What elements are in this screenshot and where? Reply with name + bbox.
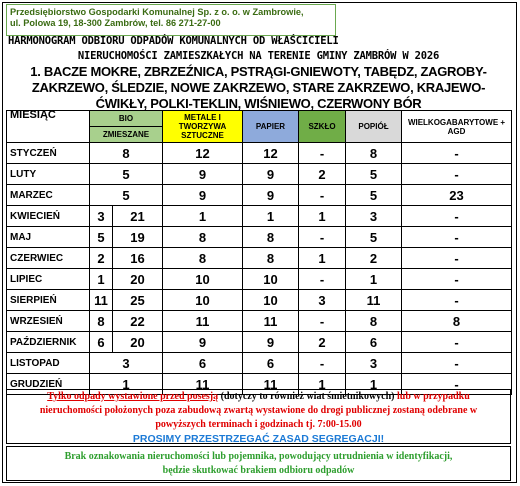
table-row [7, 206, 512, 227]
glass-header: SZKŁO [299, 111, 346, 143]
paper-header: PAPIER [243, 111, 299, 143]
month-cell: LISTOPAD [7, 353, 90, 374]
glass-cell: - [299, 311, 346, 332]
schedule-title [6, 34, 511, 64]
bulky-cell: - [402, 374, 512, 395]
company-address: ul. Polowa 19, 18-300 Zambrów, tel. 86 271-27-00 [10, 18, 221, 28]
ash-cell: 1 [346, 374, 402, 395]
ash-cell: 8 [346, 311, 402, 332]
table-row [7, 143, 512, 164]
paper-cell: 1 [243, 206, 299, 227]
bulky-header: WIELKOGABARYTOWE + AGD [402, 111, 512, 143]
rule-red-2: lub w przypadku nieruchomości położonych poza zabudową zwartą wystawione do drogi publicznej zostaną odebrane w powyższych terminach i godzinach tj. 7:00-15.00 [39, 391, 478, 430]
company-name: Przedsiębiorstwo Gospodarki Komunalnej Sp. z o. o. w Zambrowie, [10, 7, 304, 17]
metal-cell: 8 [163, 227, 243, 248]
bulky-cell: - [402, 332, 512, 353]
bio-cell: 2 [90, 248, 113, 269]
mixed-cell: 1 [90, 374, 163, 395]
bulky-cell: - [402, 227, 512, 248]
glass-cell: 1 [299, 248, 346, 269]
bio-cell: 3 [90, 206, 113, 227]
paper-cell: 9 [243, 185, 299, 206]
ash-cell: 3 [346, 353, 402, 374]
bio-cell: 5 [90, 227, 113, 248]
mixed-cell: 21 [113, 206, 163, 227]
table-row [7, 332, 512, 353]
area-list [6, 64, 511, 112]
paper-cell: 6 [243, 353, 299, 374]
area-line-1: 1. BACZE MOKRE, ZBRZEŹNICA, PSTRĄGI-GNIEWOTY, TABĘDZ, ZAGROBY- [30, 64, 487, 79]
month-cell: SIERPIEŃ [7, 290, 90, 311]
bulky-cell: - [402, 248, 512, 269]
bulky-cell: 8 [402, 311, 512, 332]
header-row-1 [7, 111, 512, 127]
mixed-cell: 8 [90, 143, 163, 164]
company-box [6, 4, 336, 36]
table-row [7, 290, 512, 311]
table-row [7, 353, 512, 374]
month-cell: KWIECIEŃ [7, 206, 90, 227]
glass-cell: 1 [299, 374, 346, 395]
metal-cell: 11 [163, 311, 243, 332]
table-row [7, 185, 512, 206]
paper-cell: 11 [243, 311, 299, 332]
bulky-cell: - [402, 290, 512, 311]
labeling-notice [6, 446, 511, 481]
rule-red-1: Tylko odpady wystawione przed posesją [47, 391, 219, 402]
bulky-cell: - [402, 353, 512, 374]
collection-schedule-table [6, 110, 512, 395]
collection-rules [6, 389, 511, 444]
bulky-cell: 23 [402, 185, 512, 206]
glass-cell: 2 [299, 332, 346, 353]
bio-cell: 1 [90, 269, 113, 290]
glass-cell: - [299, 269, 346, 290]
glass-cell: 2 [299, 164, 346, 185]
glass-cell: - [299, 185, 346, 206]
metal-cell: 9 [163, 332, 243, 353]
paper-cell: 10 [243, 269, 299, 290]
metal-cell: 10 [163, 290, 243, 311]
mixed-cell: 20 [113, 332, 163, 353]
glass-cell: 1 [299, 206, 346, 227]
metal-cell: 11 [163, 374, 243, 395]
paper-cell: 9 [243, 332, 299, 353]
paper-cell: 11 [243, 374, 299, 395]
month-cell: PAŹDZIERNIK [7, 332, 90, 353]
ash-cell: 5 [346, 227, 402, 248]
mixed-cell: 3 [90, 353, 163, 374]
area-line-2: ZAKRZEWO, ŚLEDZIE, NOWE ZAKRZEWO, STARE ZAKRZEWO, KRAJEWO- [31, 80, 486, 95]
paper-cell: 10 [243, 290, 299, 311]
mixed-cell: 5 [90, 185, 163, 206]
metal-cell: 9 [163, 185, 243, 206]
metal-header: METALE I TWORZYWA SZTUCZNE [163, 111, 243, 143]
ash-cell: 1 [346, 269, 402, 290]
table-row [7, 248, 512, 269]
ash-cell: 3 [346, 206, 402, 227]
ash-cell: 6 [346, 332, 402, 353]
title-line-1: HARMONOGRAM ODBIORU ODPADÓW KOMUNALNYCH OD WŁAŚCICIELI [8, 35, 339, 47]
ash-cell: 2 [346, 248, 402, 269]
month-cell: LIPIEC [7, 269, 90, 290]
ash-cell: 8 [346, 143, 402, 164]
bulky-cell: - [402, 269, 512, 290]
month-cell: CZERWIEC [7, 248, 90, 269]
bulky-cell: - [402, 164, 512, 185]
bio-cell: 8 [90, 311, 113, 332]
month-cell: MAJ [7, 227, 90, 248]
mixed-cell: 19 [113, 227, 163, 248]
glass-cell: - [299, 143, 346, 164]
bulky-cell: - [402, 206, 512, 227]
table-row [7, 311, 512, 332]
labeling-line-2: będzie skutkować brakiem odbioru odpadów [162, 465, 355, 476]
ash-header: POPIÓŁ [346, 111, 402, 143]
ash-cell: 11 [346, 290, 402, 311]
table-row [7, 227, 512, 248]
metal-cell: 8 [163, 248, 243, 269]
paper-cell: 12 [243, 143, 299, 164]
paper-cell: 8 [243, 248, 299, 269]
metal-cell: 1 [163, 206, 243, 227]
mixed-cell: 22 [113, 311, 163, 332]
rule-black: (dotyczy to również wiat śmietnikowych) [218, 391, 397, 402]
month-cell: STYCZEŃ [7, 143, 90, 164]
mixed-cell: 20 [113, 269, 163, 290]
mixed-cell: 25 [113, 290, 163, 311]
month-header: MIESIĄC [7, 111, 90, 143]
month-cell: LUTY [7, 164, 90, 185]
labeling-line-1: Brak oznakowania nieruchomości lub pojemnika, powodujący utrudnienia w identyfikacji, [64, 451, 453, 462]
mixed-header: ZMIESZANE [90, 127, 163, 143]
segregation-notice: PROSIMY PRZESTRZEGAĆ ZASAD SEGREGACJI! [132, 433, 385, 445]
bio-header: BIO [90, 111, 163, 127]
month-cell: MARZEC [7, 185, 90, 206]
table-row [7, 269, 512, 290]
mixed-cell: 5 [90, 164, 163, 185]
glass-cell: - [299, 353, 346, 374]
area-line-3: ĆWIKŁY, POLKI-TEKLIN, WIŚNIEWO, CZERWONY BÓR [95, 96, 422, 111]
bio-cell: 6 [90, 332, 113, 353]
table-row [7, 164, 512, 185]
mixed-cell: 16 [113, 248, 163, 269]
bio-cell: 11 [90, 290, 113, 311]
month-cell: GRUDZIEŃ [7, 374, 90, 395]
title-line-2: NIERUCHOMOŚCI ZAMIESZKAŁYCH NA TERENIE GMINY ZAMBRÓW W 2026 [77, 50, 440, 62]
ash-cell: 5 [346, 164, 402, 185]
ash-cell: 5 [346, 185, 402, 206]
paper-cell: 9 [243, 164, 299, 185]
month-cell: WRZESIEŃ [7, 311, 90, 332]
metal-cell: 9 [163, 164, 243, 185]
metal-cell: 10 [163, 269, 243, 290]
bulky-cell: - [402, 143, 512, 164]
glass-cell: 3 [299, 290, 346, 311]
paper-cell: 8 [243, 227, 299, 248]
metal-cell: 12 [163, 143, 243, 164]
glass-cell: - [299, 227, 346, 248]
metal-cell: 6 [163, 353, 243, 374]
